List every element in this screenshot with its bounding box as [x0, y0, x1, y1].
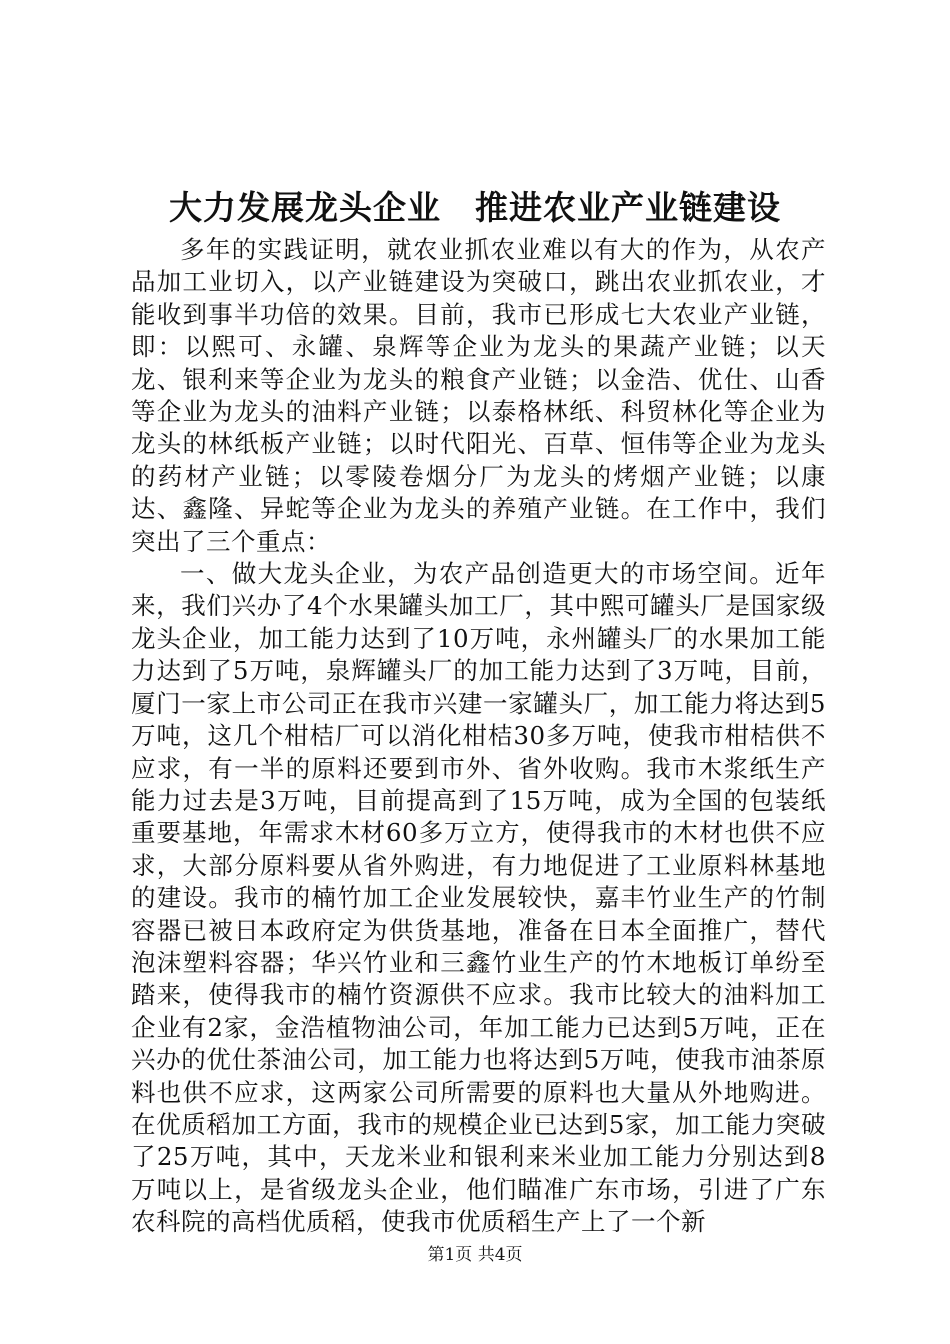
paragraph-point-one: 一、做大龙头企业，为农产品创造更大的市场空间。近年来，我们兴办了4个水果罐头加工厂，其中熙可罐头厂是国家级龙头企业，加工能力达到了10万吨，永州罐头厂的水果加工能力达到了5万吨，泉辉罐头厂的加工能力达到了3万吨，目前，厦门一家上市公司正在我市兴建一家罐头厂，加工能力将达到5万吨，这几个柑桔厂可以消化柑桔30多万吨，使我市柑桔供不应求，有一半的原料还要到市外、省外收购。我市木浆纸生产能力过去是3万吨，目前提高到了15万吨，成为全国的包装纸重要基地，年需求木材60多万立方，使得我市的木材也供不应求，大部分原料要从省外购进，有力地促进了工业原料林基地的建设。我市的楠竹加工企业发展较快，嘉丰竹业生产的竹制容器已被日本政府定为供货基地，准备在日本全面推广，替代泡沫塑料容器；华兴竹业和三鑫竹业生产的竹木地板订单纷至踏来，使得我市的楠竹资源供不应求。我市比较大的油料加工企业有2家，金浩植物油公司，年加工能力已达到5万吨，正在兴办的优仕茶油公司，加工能力也将达到5万吨，使我市油茶原料也供不应求，这两家公司所需要的原料也大量从外地购进。在优质稻加工方面，我市的规模企业已达到5家，加工能力突破了25万吨，其中，天龙米业和银利来米业加工能力分别达到8万吨以上，是省级龙头企业，他们瞄准广东市场，引进了广东农科院的高档优质稻，使我市优质稻生产上了一个新: [131, 559, 826, 1237]
page-number: 第1页 共4页: [427, 1245, 523, 1265]
paragraph-intro: 多年的实践证明，就农业抓农业难以有大的作为，从农产品加工业切入，以产业链建设为突破口，跳出农业抓农业，才能收到事半功倍的效果。目前，我市已形成七大农业产业链，即：以熙可、永罐、泉辉等企业为龙头的果蔬产业链；以天龙、银利来等企业为龙头的粮食产业链；以金浩、优仕、山香等企业为龙头的油料产业链；以泰格林纸、科贸林化等企业为龙头的林纸板产业链；以时代阳光、百草、恒伟等企业为龙头的药材产业链；以零陵卷烟分厂为龙头的烤烟产业链；以康达、鑫隆、异蛇等企业为龙头的养殖产业链。在工作中，我们突出了三个重点：: [131, 235, 826, 556]
document-title: 大力发展龙头企业 推进农业产业链建设: [169, 188, 781, 227]
document-body: [131, 234, 826, 1239]
